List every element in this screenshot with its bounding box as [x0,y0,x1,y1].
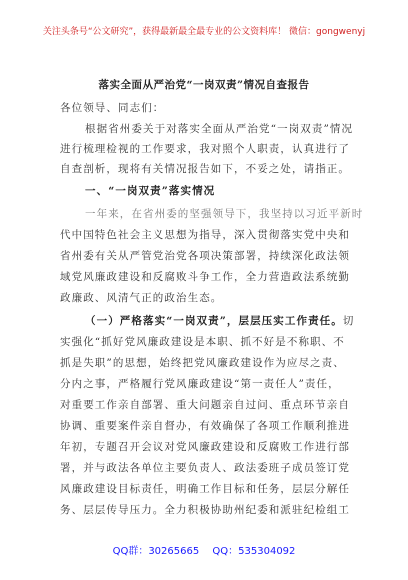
intro-line-2: 进行梳理检视的工作要求，我对照个人职责，认真进行了 [60,143,350,155]
subsection1-line-4: 对重要工作亲自部署、重大问题亲自过问、重点环节亲自 [60,399,350,411]
section1-line-1: 一年来，在省州委的坚强领导下，我坚持以习近平新时 [85,208,364,220]
subsection-1-heading: （一）严格落实“一岗双责”，层层压实工作责任。 [85,315,343,327]
section-heading-1: 一、“一岗双责”落实情况 [85,185,216,197]
qq-group-link[interactable]: QQ群：30265665 [112,546,200,557]
intro-line-1: 根据省州委关于对落实全面从严治党“一岗双责”情况 [85,123,354,135]
section1-line-3: 省州委有关从严管党治党各项决策部署，持续深化政法领 [60,250,350,262]
section1-line-5: 政廉政、风清气正的政治生态。 [60,292,223,304]
subsection1-line-9: 务、层层传导压力。全力积极协助州纪委和派驻纪检组工 [60,504,350,516]
footer-contact [0,542,408,557]
document-title: 落实全面从严治党“一岗双责”情况自查报告 [98,79,310,91]
promo-banner: 关注头条号“公文研究”，获得最新最全最专业的公文资料库！ 微信：gongwenyj [42,27,366,37]
subsection-1-first-line [85,313,355,328]
salutation: 各位领导、同志们： [60,102,165,114]
subsection1-line-7: 署，并与政法各单位主要负责人、政法委班子成员签订党 [60,462,350,474]
intro-line-3: 自查剖析，现将有关情况报告如下，不妥之处，请指正。 [60,163,350,175]
qq-contact-link[interactable]: QQ：535304092 [212,546,296,557]
subsection1-line-1: 实强化“抓好党风廉政建设是本职、抓不好是不称职、不 [60,336,345,348]
subsection1-line-6: 年初，专题召开会议对党风廉政建设和反腐败工作进行部 [60,441,350,453]
section1-line-2: 代中国特色社会主义思想为指导，深入贯彻落实党中央和 [60,229,350,241]
section1-line-4: 域党风廉政建设和反腐败斗争工作，全力营造政法系统勤 [60,271,350,283]
subsection1-line-3: 分内之事，严格履行党风廉政建设“第一责任人”责任， [60,378,340,390]
subsection1-line-2: 抓是失职”的思想，始终把党风廉政建设作为应尽之责、 [60,357,345,369]
subsection-1-lead: 切 [342,315,355,327]
subsection1-line-5: 协调、重要案件亲自督办，有效确保了各项工作顺利推进 [60,420,350,432]
subsection1-line-8: 风廉政建设目标责任，明确工作目标和任务，层层分解任 [60,483,350,495]
